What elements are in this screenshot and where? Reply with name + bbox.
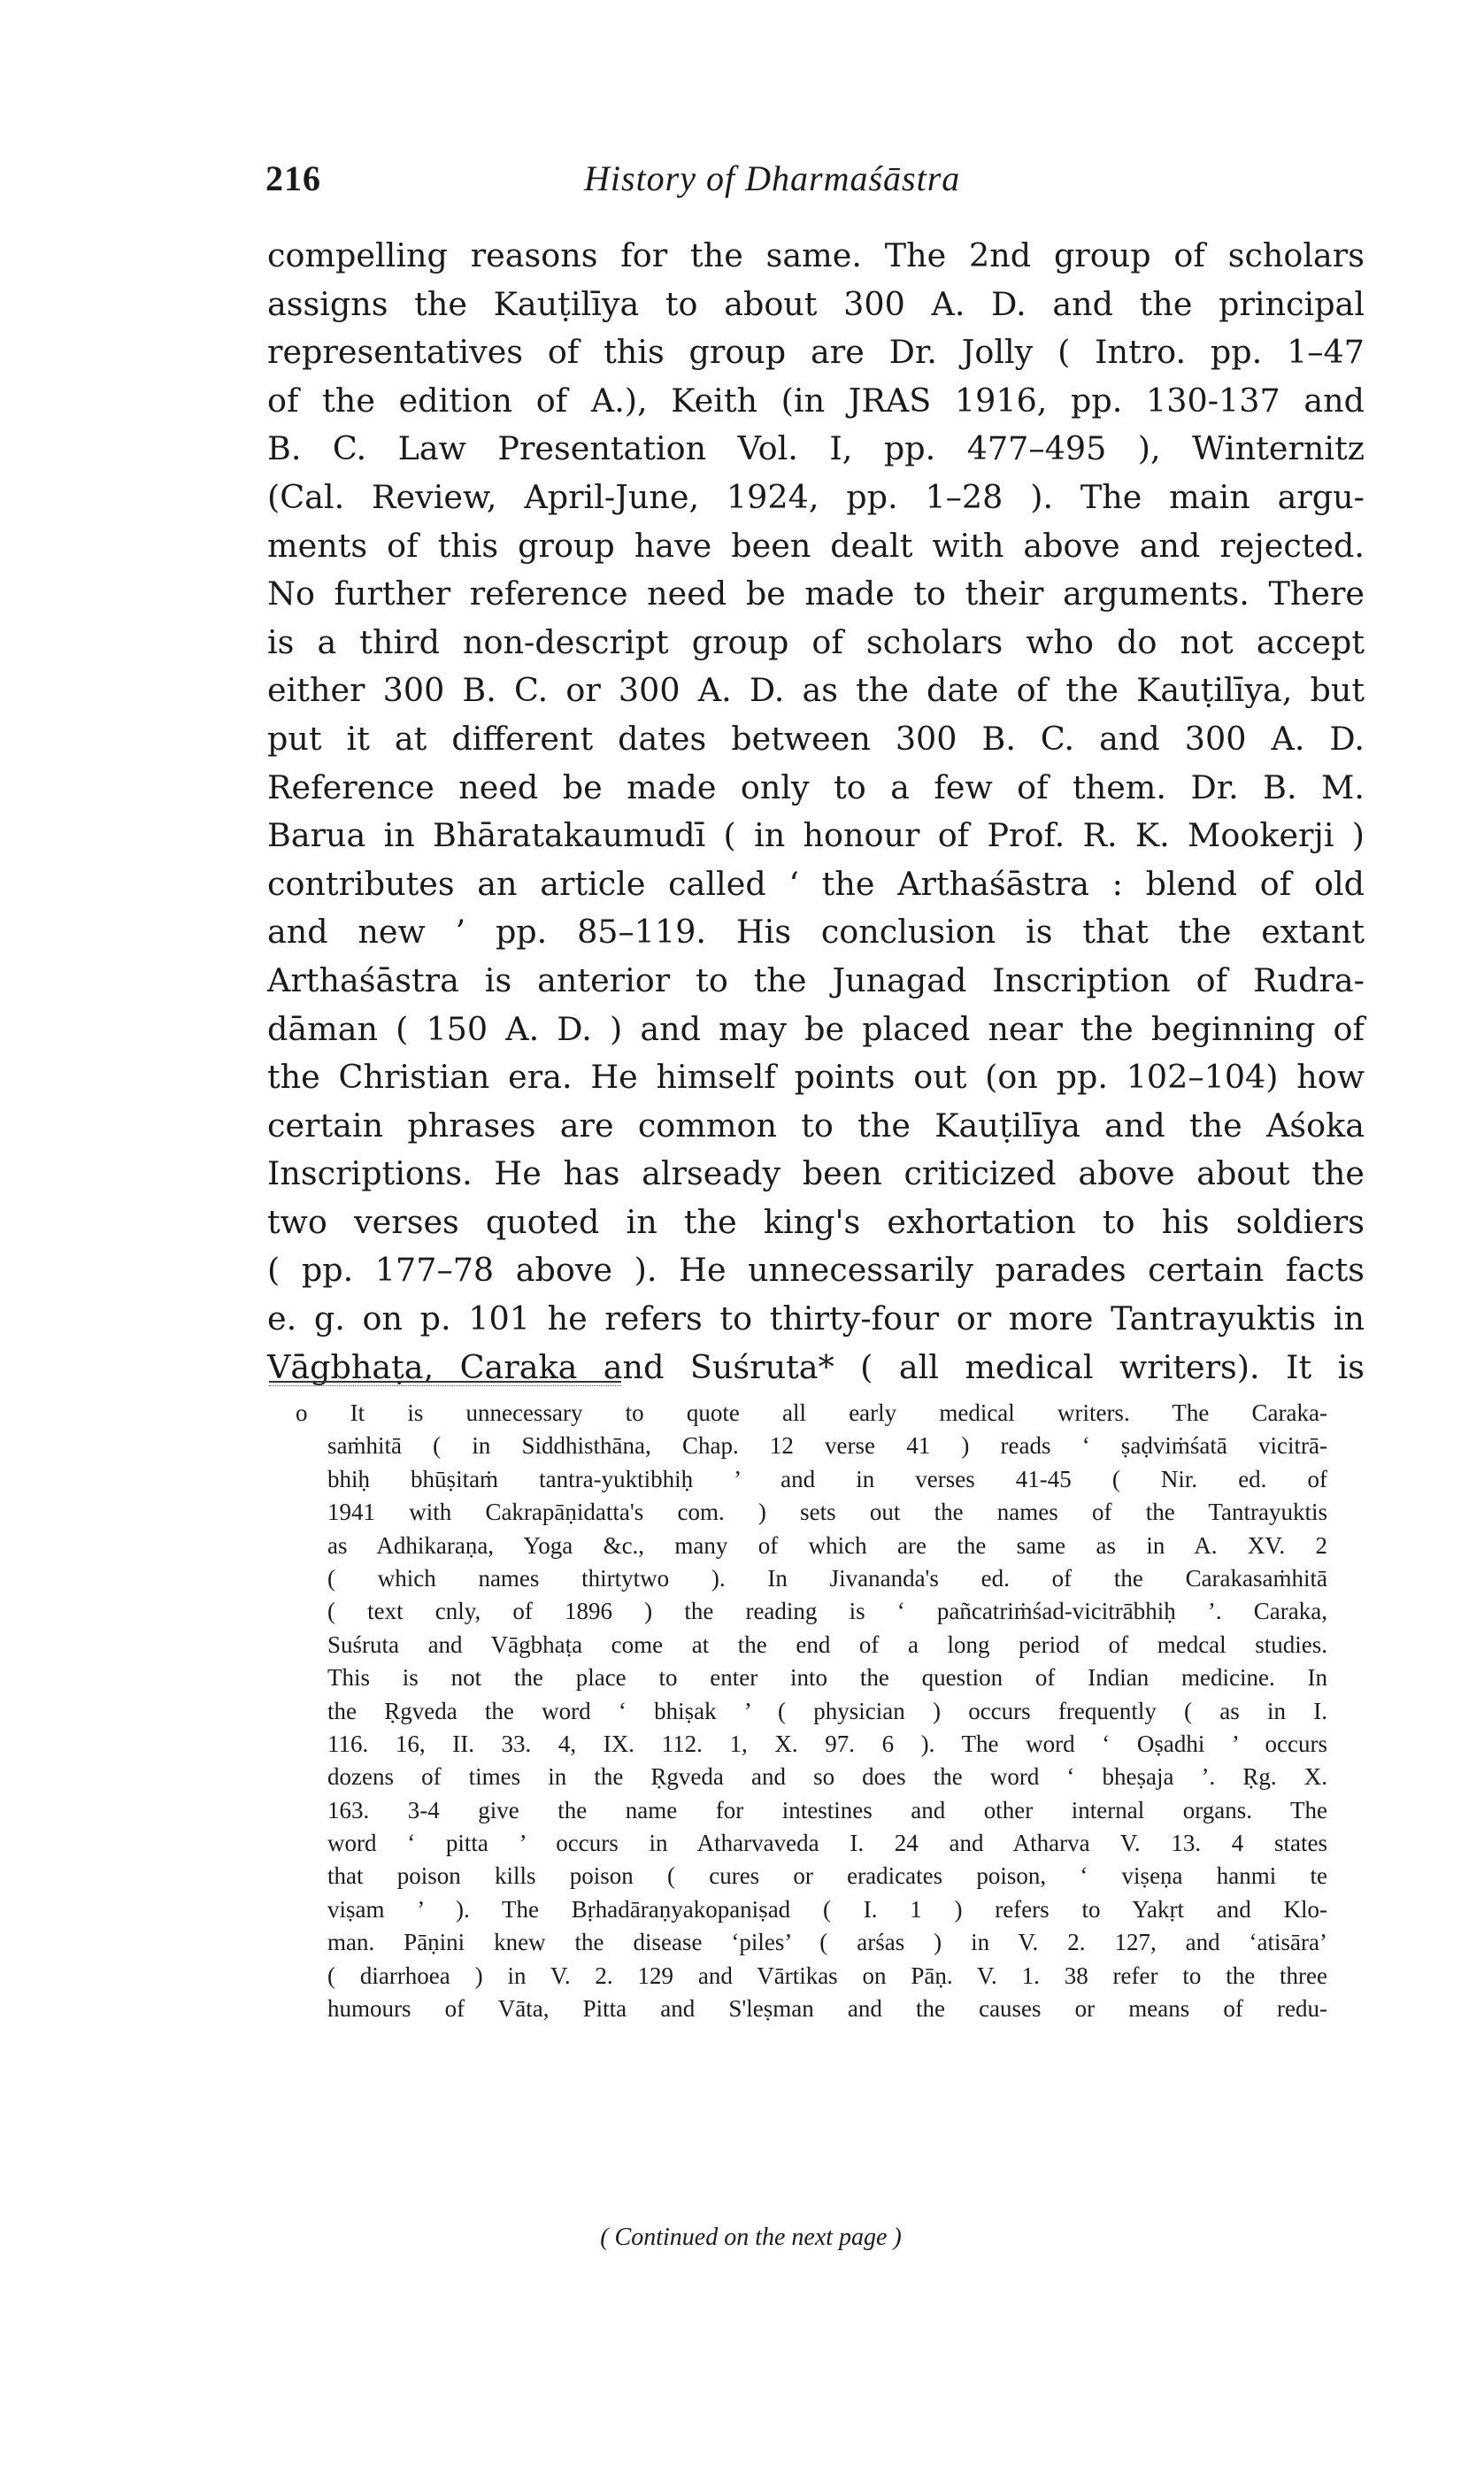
text-line: No further reference need be made to their arguments. There: [267, 574, 1365, 613]
footnote-line: as Adhikaraṇa, Yoga &c., many of which are the same as in A. XV. 2: [327, 1531, 1327, 1559]
footnote-line: saṁhitā ( in Siddhisthāna, Chap. 12 verse 41 ) reads ‘ ṣaḍviṁśatā vicitrā-: [327, 1432, 1327, 1460]
main-text: [267, 232, 1365, 1392]
text-line: either 300 B. C. or 300 A. D. as the date of the Kauṭilīya, but: [267, 671, 1365, 710]
footnote-line: humours of Vāta, Pitta and S'leṣman and the causes or means of redu-: [327, 1995, 1327, 2023]
page-number: 216: [265, 158, 321, 198]
page-header: [265, 158, 1372, 211]
footnote-line: 1941 with Cakrapāṇidatta's com. ) sets out the names of the Tantrayuktis: [327, 1499, 1327, 1526]
footnote-line: 116. 16, II. 33. 4, IX. 112. 1, X. 97. 6 ). The word ‘ Oṣadhi ’ occurs: [327, 1730, 1327, 1757]
text-line: Reference need be made only to a few of them. Dr. B. M.: [267, 767, 1365, 806]
text-line: contributes an article called ‘ the Arthaśāstra : blend of old: [267, 864, 1365, 903]
footnote-line: This is not the place to enter into the question of Indian medicine. In: [327, 1664, 1327, 1692]
text-line: put it at different dates between 300 B. C. and 300 A. D.: [267, 719, 1365, 758]
text-line: ( pp. 177–78 above ). He unnecessarily parades certain facts: [267, 1251, 1365, 1290]
text-line: ments of this group have been dealt with above and rejected.: [267, 526, 1365, 565]
text-line: certain phrases are common to the Kauṭilīya and the Aśoka: [267, 1106, 1365, 1145]
text-line: Inscriptions. He has alrseady been criticized above about the: [267, 1154, 1365, 1193]
footnote-line: dozens of times in the Ṛgveda and so does the word ‘ bheṣaja ’. Ṛg. X.: [327, 1763, 1327, 1791]
text-line: two verses quoted in the king's exhortation to his soldiers: [267, 1202, 1365, 1241]
footnote-line: ( diarrhoea ) in V. 2. 129 and Vārtikas on Pāṇ. V. 1. 38 refer to the three: [327, 1962, 1327, 1989]
footnote-line: the Ṛgveda the word ‘ bhiṣak ’ ( physician ) occurs frequently ( as in I.: [327, 1697, 1327, 1724]
text-line: representatives of this group are Dr. Jolly ( Intro. pp. 1–47: [267, 333, 1365, 372]
text-line: of the edition of A.), Keith (in JRAS 1916, pp. 130-137 and: [267, 381, 1365, 420]
text-line: compelling reasons for the same. The 2nd group of scholars: [267, 236, 1365, 274]
footnote-line: man. Pāṇini knew the disease ‘piles’ ( arśas ) in V. 2. 127, and ‘atisāra’: [327, 1929, 1327, 1956]
footnote-line: Suśruta and Vāgbhaṭa come at the end of a long period of medcal studies.: [327, 1631, 1327, 1658]
text-line: Vāgbhaṭa, Caraka and Suśruta* ( all medical writers). It is: [267, 1347, 1365, 1386]
footnote-line: ( which names thirtytwo ). In Jivananda's ed. of the Carakasaṁhitā: [327, 1564, 1327, 1592]
text-line: Arthaśāstra is anterior to the Junagad Inscription of Rudra-: [267, 960, 1365, 999]
continued-note: ( Continued on the next page ): [600, 2224, 902, 2251]
text-line: dāman ( 150 A. D. ) and may be placed near the beginning of: [267, 1009, 1365, 1048]
running-title: History of Dharmaśāstra: [584, 158, 961, 198]
text-line: the Christian era. He himself points out (on pp. 102–104) how: [267, 1058, 1365, 1097]
text-line: (Cal. Review, April-June, 1924, pp. 1–28 ). The main argu-: [267, 477, 1365, 516]
text-line: e. g. on p. 101 he refers to thirty-four or more Tantrayuktis in: [267, 1299, 1365, 1338]
footnote: [296, 1397, 1327, 2025]
text-line: and new ’ pp. 85–119. His conclusion is that the extant: [267, 913, 1365, 952]
footnote-line: word ‘ pitta ’ occurs in Atharvaveda I. 24 and Atharva V. 13. 4 states: [327, 1830, 1327, 1857]
footnote-line: viṣam ’ ). The Bṛhadāraṇyakopaniṣad ( I. 1 ) refers to Yakṛt and Klo-: [327, 1895, 1327, 1923]
footnote-line: bhiḥ bhūṣitaṁ tantra-yuktibhiḥ ’ and in verses 41-45 ( Nir. ed. of: [327, 1465, 1327, 1492]
footnote-line: o It is unnecessary to quote all early medical writers. The Caraka-: [296, 1399, 1327, 1426]
text-line: B. C. Law Presentation Vol. I, pp. 477–495 ), Winternitz: [267, 429, 1365, 468]
footnote-divider: [269, 1381, 621, 1386]
text-line: assigns the Kauṭilīya to about 300 A. D. and the principal: [267, 284, 1365, 323]
footnote-line: that poison kills poison ( cures or eradicates poison, ‘ viṣeṇa hanmi te: [327, 1862, 1327, 1890]
footnote-line: ( text cnly, of 1896 ) the reading is ‘ pañcatriṁśad-vicitrābhiḥ ’. Caraka,: [327, 1598, 1327, 1625]
text-line: is a third non-descript group of scholars who do not accept: [267, 622, 1365, 661]
text-line: Barua in Bhāratakaumudī ( in honour of Prof. R. K. Mookerji ): [267, 816, 1365, 855]
footnote-line: 163. 3-4 give the name for intestines and other internal organs. The: [327, 1796, 1327, 1823]
